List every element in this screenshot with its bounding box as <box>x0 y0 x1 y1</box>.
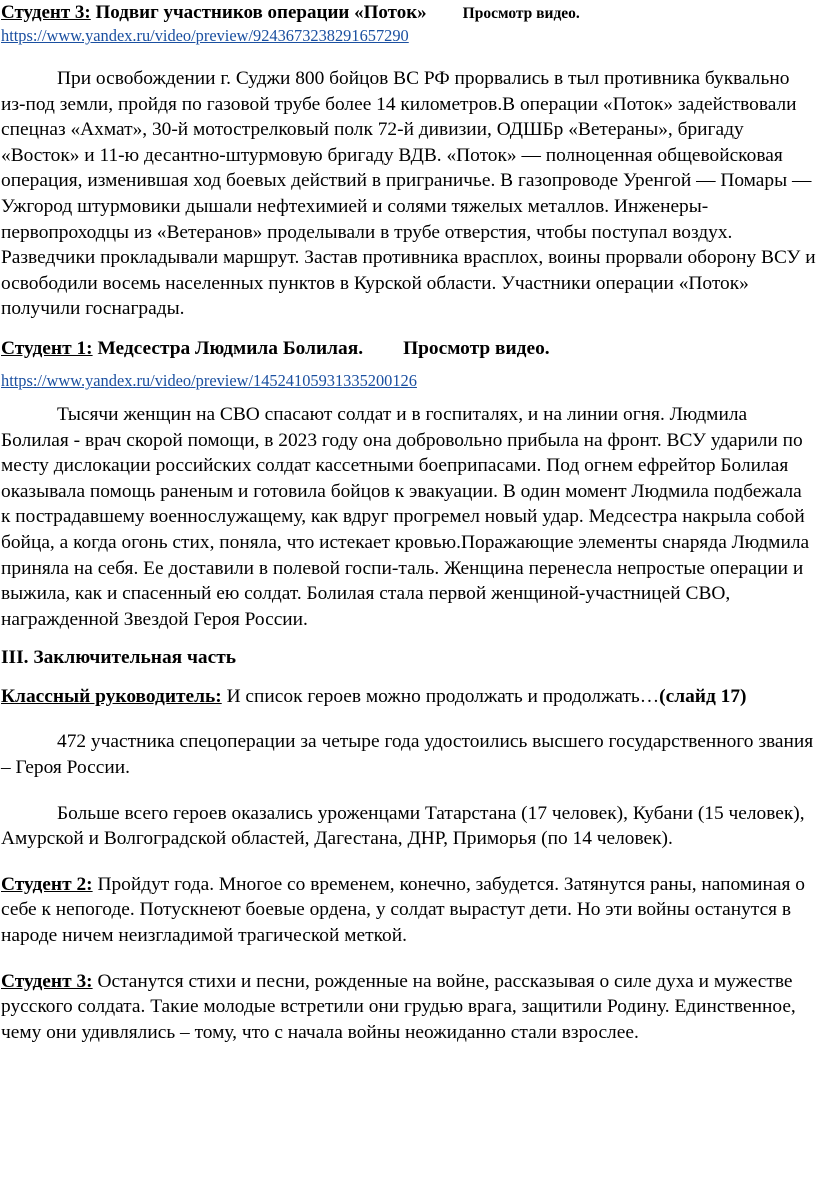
teacher-paragraph-2: Больше всего героев оказались уроженцами Татарстана (17 человек), Кубани (15 человек), Амурской и Волгоградской областей, Дагестана, ДНР, Приморья (по 14 человек). <box>1 802 805 850</box>
student2-text: Пройдут года. Многое со временем, конечно, забудется. Затянутся раны, напоминая о себе к непогоде. Потускнеют боевые ордена, у солдат вырастут дети. Но эти войны останутся в народе ничем неизгладимой трагической меткой. <box>1 873 805 947</box>
student2-remark <box>1 872 816 949</box>
section1-heading <box>1 2 816 25</box>
section2-paragraph: Тысячи женщин на СВО спасают солдат и в госпиталях, и на линии огня. Людмила Болилая - врач скорой помощи, в 2023 году она добровольно прибыла на фронт. ВСУ ударили по месту дислокации российских солдат кассетными боеприпасами. Под огнем ефрейтор Болилая оказывала помощь раненым и готовила бойцов к эвакуации. В один момент Людмила подбежала к пострадавшему военнослужащему, как вдруг прогремел новый удар. Медсестра накрыла собой бойца, а когда огонь стих, поняла, что истекает кровью.Поражающие элементы снаряда Людмила приняла на себя. Ее доставили в полевой госпи-таль. Женщина перенесла непростые операции и выжила, как и спасенный ею солдат. Болилая стала первой женщиной-участницей СВО, награжденной Звездой Героя России. <box>1 403 810 630</box>
teacher-text: И список героев можно продолжать и продолжать… <box>221 685 660 707</box>
section1-title: Подвиг участников операции «Поток» <box>95 2 427 23</box>
section2-title: Медсестра Людмила Болилая. <box>97 337 364 359</box>
student2-speaker: Студент 2: <box>1 873 93 895</box>
student3-remark <box>1 969 816 1046</box>
student3-speaker: Студент 3: <box>1 970 93 992</box>
student3-text: Останутся стихи и песни, рожденные на войне, рассказывая о силе духа и мужестве русского солдата. Такие молодые встретили они грудью врага, защитили Родину. Единственное, чему они удивлялись – тому, что с начала войны неожиданно стали взрослее. <box>1 970 796 1043</box>
section2-heading <box>1 336 816 362</box>
teacher-remark <box>1 684 816 710</box>
section2-video-label: Просмотр видео. <box>403 337 550 359</box>
section1-paragraph: При освобождении г. Суджи 800 бойцов ВС РФ прорвались в тыл противника буквально из-под земли, пройдя по газовой трубе более 14 километров.В операции «Поток» задействовали спецназ «Ахмат», 30-й мотострелковый полк 72-й дивизии, ОДШБр «Ветераны», бригаду «Восток» и 11-ю десантно-штурмовую бригаду ВДВ. «Поток» — полноценная общевойсковая операция, изменившая ход боевых действий в приграничье. В газопроводе Уренгой — Помары — Ужгород штурмовики дышали нефтехимией и солями тяжелых металлов. Инженеры-первопроходцы из «Ветеранов» проделывали в трубе отверстия, чтобы поступал воздух. Разведчики прокладывали маршрут. Застав противника врасплох, воины прорвали оборону ВСУ и освободили восемь населенных пунктов в Курской области. Участники операции «Поток» получили госнаграды. <box>1 68 816 320</box>
section1-video-label: Просмотр видео. <box>462 5 580 22</box>
section3-heading: III. Заключительная часть <box>1 647 236 669</box>
slide-marker: (слайд 17) <box>659 685 747 707</box>
teacher-paragraph-1: 472 участника спецоперации за четыре года удостоились высшего государственного звания – Героя России. <box>1 731 814 779</box>
section1-speaker: Студент 3: <box>1 2 91 23</box>
section2-speaker: Студент 1: <box>1 337 93 359</box>
section1-video-link[interactable]: https://www.yandex.ru/video/preview/9243673238291657290 <box>1 26 409 45</box>
section2-video-link[interactable]: https://www.yandex.ru/video/preview/14524105931335200126 <box>1 370 417 390</box>
teacher-speaker: Классный руководитель: <box>1 685 222 707</box>
